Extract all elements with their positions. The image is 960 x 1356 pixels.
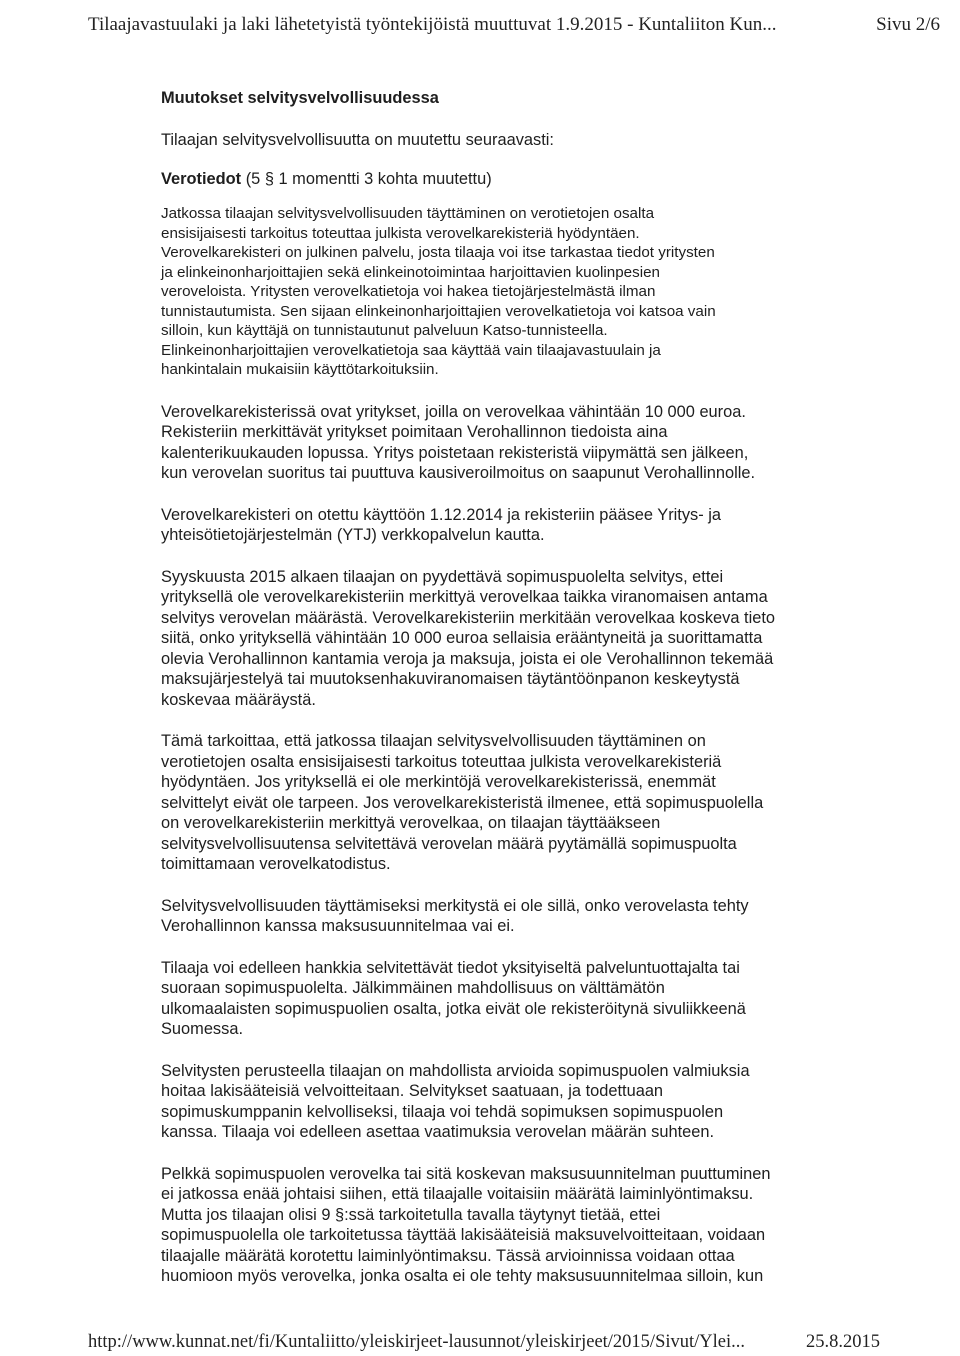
text-line: suoraan sopimuspuolelta. Jälkimmäinen mahdollisuus on välttämätön — [161, 979, 665, 997]
paragraph — [161, 1164, 811, 1287]
print-header — [88, 14, 940, 44]
text-line: hoitaa lakisääteisiä velvoitteitaan. Selvitykset saatuaan, ja todettuaan — [161, 1082, 664, 1100]
text-line: Suomessa. — [161, 1020, 243, 1038]
text-line: siitä, onko yrityksellä vähintään 10 000 euroa sellaisia erääntyneitä ja suorittamatta — [161, 629, 763, 647]
section-heading: Muutokset selvitysvelvollisuudessa — [161, 89, 439, 107]
text-line: sopimuskumppanin kelvolliseksi, tilaaja voi tehdä sopimuksen sopimuspuolen — [161, 1102, 724, 1121]
text-line: yhteisötietojärjestelmän (YTJ) verkkopalvelun kautta. — [161, 526, 545, 544]
text-line: olevia Verohallinnon kantamia veroja ja maksuja, joista ei ole Verohallinnon tekemää — [161, 649, 774, 668]
text-line: ensisijaisesti tarkoitus toteuttaa julkista verovelkarekisteriä hyödyntäen. — [161, 224, 640, 242]
text-line: huomioon myös verovelka, jonka osalta ei ole tehty maksusuunnitelmaa silloin, kun — [161, 1267, 764, 1285]
text-line: toimittamaan verovelkatodistus. — [161, 855, 391, 873]
text-line: Mutta jos tilaajan olisi 9 §:ssä tarkoitetulla tavalla täytynyt tietää, ettei — [161, 1205, 661, 1224]
text-line: Selvitysvelvollisuuden täyttämiseksi merkitystä ei ole sillä, onko verovelasta tehty — [161, 896, 749, 915]
text-line: on verovelkarekisteriin merkittyä verovelkaa, on tilaajan täyttääkseen — [161, 814, 661, 832]
text-line: Elinkeinonharjoittajien verovelkatietoja saa käyttää vain tilaajavastuulain ja — [161, 341, 661, 359]
subsection-heading — [161, 168, 811, 190]
document-title: Tilaajavastuulaki ja laki lähetetyistä työntekijöistä muuttuvat 1.9.2015 - Kuntaliiton Kun... — [88, 14, 777, 35]
text-line: Pelkkä sopimuspuolen verovelka tai sitä koskevan maksusuunnitelman puuttuminen — [161, 1164, 771, 1183]
text-line: verotietojen osalta ensisijaisesti tarkoitus toteuttaa julkista verovelkarekisteriä — [161, 752, 722, 771]
print-date: 25.8.2015 — [806, 1332, 880, 1352]
text-line: Rekisteriin merkittävät yritykset poimitaan Verohallinnon tiedoista aina — [161, 423, 668, 441]
paragraph — [161, 1061, 811, 1143]
text-line: kanssa. Tilaaja voi edelleen asettaa vaatimuksia verovelan määrän suhteen. — [161, 1123, 715, 1141]
text-line: kun verovelan suoritus tai puuttuva kausiveroilmoitus on saapunut Verohallinnolle. — [161, 464, 756, 482]
section-intro: Tilaajan selvitysvelvollisuutta on muutettu seuraavasti: — [161, 131, 554, 149]
text-line: selvitysvelvollisuutensa selvitettävä verovelan määrä pyytämällä sopimuspuolta — [161, 834, 737, 853]
text-line: Jatkossa tilaajan selvitysvelvollisuuden täyttäminen on verotietojen osalta — [161, 205, 655, 222]
subsection-heading-bold: Verotiedot — [161, 170, 242, 188]
text-line: Selvitysten perusteella tilaajan on mahdollista arvioida sopimuspuolen valmiuksia — [161, 1061, 750, 1080]
paragraph — [161, 731, 811, 875]
text-line: ja elinkeinonharjoittajien sekä elinkeinotoimintaa harjoittavien kuolinpesien — [161, 263, 660, 281]
text-line: hyödyntäen. Jos yrityksellä ei ole merkintöjä verovelkarekisterissä, enemmät — [161, 773, 716, 791]
paragraph — [161, 567, 811, 711]
subsection-heading-rest: (5 § 1 momentti 3 kohta muutettu) — [241, 170, 492, 188]
text-line: Verovelkarekisteri on julkinen palvelu, josta tilaaja voi itse tarkastaa tiedot yritysten — [161, 244, 715, 261]
text-line: sopimuspuolella ole tarkoitetussa täyttää lakisääteisiä maksuvelvoitteitaan, voidaan — [161, 1226, 766, 1244]
page-url: http://www.kunnat.net/fi/Kuntaliitto/yleiskirjeet-lausunnot/yleiskirjeet/2015/Sivut/Ylei... — [88, 1332, 746, 1352]
text-line: silloin, kun käyttäjä on tunnistautunut palveluun Katso-tunnisteella. — [161, 322, 608, 339]
text-line: tilaajalle määrätä korotettu laiminlyöntimaksu. Tässä arvioinnissa voidaan ottaa — [161, 1246, 735, 1265]
text-line: tunnistautumista. Sen sijaan elinkeinonharjoittajien verovelkatietoja voi katsoa vain — [161, 302, 716, 320]
page-number: Sivu 2/6 — [876, 14, 940, 35]
paragraph-list — [161, 402, 811, 1287]
print-footer — [88, 1332, 880, 1356]
text-line: veroveloista. Yritysten verovelkatietoja voi hakea tietojärjestelmästä ilman — [161, 283, 656, 300]
paragraph — [161, 958, 811, 1040]
text-line: Tämä tarkoittaa, että jatkossa tilaajan selvitysvelvollisuuden täyttäminen on — [161, 732, 706, 750]
text-line: maksujärjestelyä tai muutoksenhakuviranomaisen täytäntöönpanon keskeytystä — [161, 670, 740, 688]
text-line: koskevaa määräystä. — [161, 690, 316, 709]
text-line: selvittelyt eivät ole tarpeen. Jos verovelkarekisteristä ilmenee, että sopimuspuolella — [161, 793, 764, 812]
paragraph — [161, 402, 811, 484]
text-line: ulkomaalaisten sopimuspuolien osalta, jotka eivät ole rekisteröitynä sivuliikkeenä — [161, 999, 746, 1018]
document-body — [161, 87, 811, 1308]
dense-paragraph — [161, 204, 811, 380]
text-line: Tilaaja voi edelleen hankkia selvitettävät tiedot yksityiseltä palveluntuottajalta tai — [161, 958, 740, 977]
text-line: yrityksellä ole verovelkarekisteriin merkittyä verovelkaa taikka viranomaisen antama — [161, 588, 768, 606]
text-line: Verovelkarekisterissä ovat yritykset, joilla on verovelkaa vähintään 10 000 euroa. — [161, 402, 746, 421]
text-line: Verohallinnon kanssa maksusuunnitelmaa vai ei. — [161, 917, 515, 935]
paragraph — [161, 896, 811, 937]
text-line: hankintalain mukaisiin käyttötarkoituksiin. — [161, 361, 439, 378]
paragraph — [161, 505, 811, 546]
text-line: Syyskuusta 2015 alkaen tilaajan on pyydettävä sopimuspuolelta selvitys, ettei — [161, 567, 724, 586]
text-line: selvitys verovelan määrästä. Verovelkarekisteriin merkitään verovelkaa koskeva tieto — [161, 608, 776, 627]
text-line: ei jatkossa enää johtaisi siihen, että tilaajalle voitaisiin määrätä laiminlyöntimaksu. — [161, 1185, 754, 1203]
text-line: Verovelkarekisteri on otettu käyttöön 1.12.2014 ja rekisteriin pääsee Yritys- ja — [161, 505, 722, 524]
text-line: kalenterikuukauden lopussa. Yritys poistetaan rekisteristä viipymättä sen jälkeen, — [161, 443, 749, 462]
